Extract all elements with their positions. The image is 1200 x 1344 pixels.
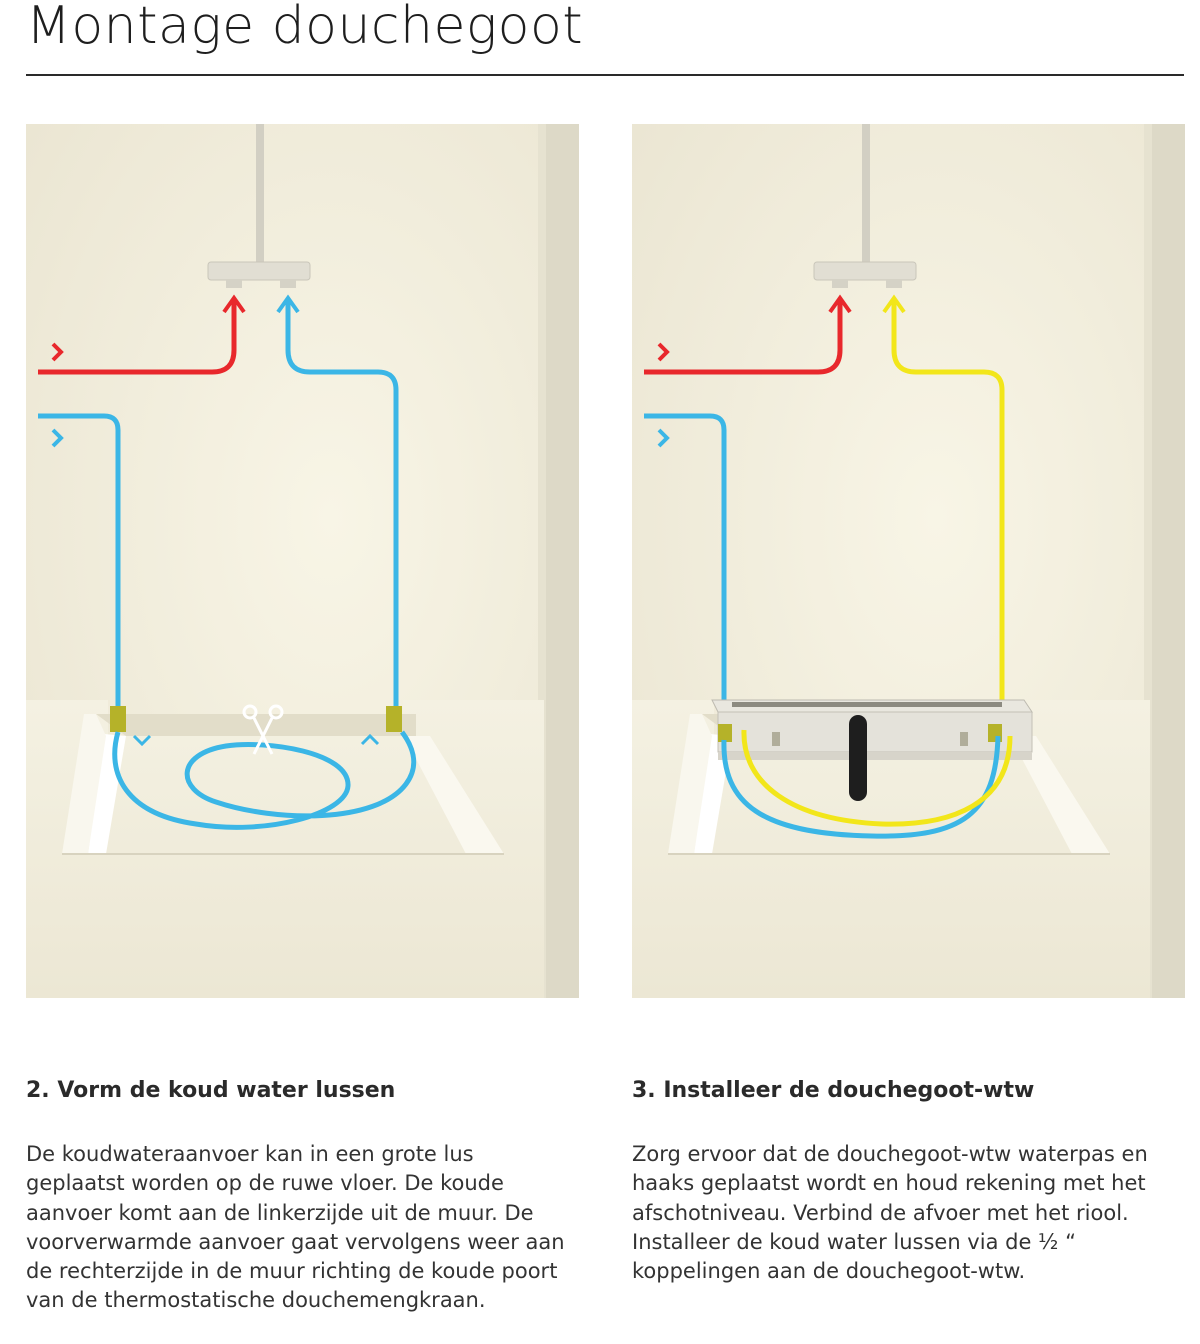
- illustration-step-3: [632, 124, 1185, 998]
- shower-mixer: [208, 262, 310, 280]
- step-2-heading: 2. Vorm de koud water lussen: [26, 1078, 396, 1103]
- shower-drain-unit: [712, 700, 1032, 760]
- connector-left: [718, 724, 732, 742]
- title-divider: [26, 74, 1184, 76]
- shower-riser: [256, 124, 264, 264]
- shower-riser: [862, 124, 870, 264]
- shower-mixer: [814, 262, 916, 280]
- connector-right: [386, 706, 402, 732]
- step-3-heading: 3. Installeer de douchegoot-wtw: [632, 1078, 1035, 1103]
- step-3-body: Zorg ervoor dat de douchegoot-wtw waterpas en haaks geplaatst wordt en houd rekening met het afschotniveau. Verbind de afvoer met het riool. Installeer de koud water lussen via de ½ “ koppelingen aan de douchegoot-wtw.: [632, 1142, 1148, 1284]
- page-title: Montage douchegoot: [26, 0, 584, 56]
- wall-pillar: [544, 124, 579, 998]
- illustration-step-2: [26, 124, 579, 998]
- connector-left: [110, 706, 126, 732]
- step-2-body: De koudwateraanvoer kan in een grote lus geplaatst worden op de ruwe vloer. De koude aanvoer komt aan de linkerzijde uit de muur. De voorverwarmde aanvoer gaat vervolgens weer aan de rechterzijde in de muur richting de koude poort van de thermostatische douchemengkraan.: [26, 1142, 565, 1313]
- wall-pillar: [1150, 124, 1185, 998]
